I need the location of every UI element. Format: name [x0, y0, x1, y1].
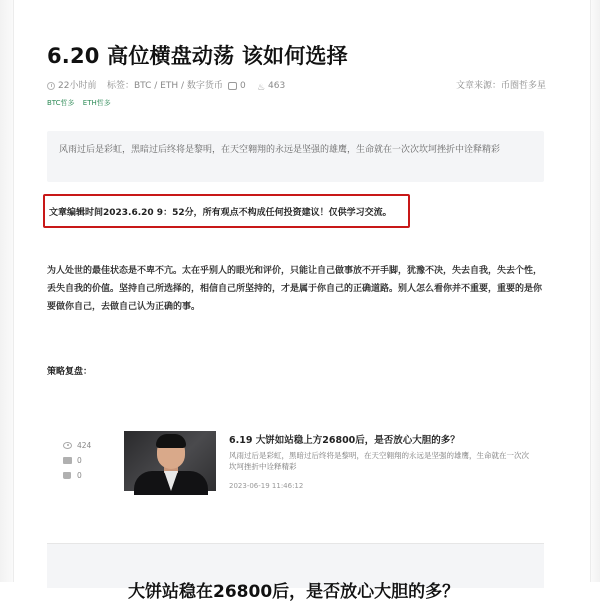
related-likes[interactable] [63, 470, 103, 485]
tag-link-btc[interactable]: BTC哲多 [47, 99, 75, 107]
article-summary-quote: 风雨过后是彩虹，黑暗过后终将是黎明，在天空翱翔的永远是坚强的雄鹰，生命就在一次次坎坷挫折中诠释精彩 [47, 131, 544, 182]
page-right-edge [590, 0, 600, 582]
article-paragraph: 为人处世的最佳状态是不卑不亢。太在乎别人的眼光和评价，只能让自己做事放不开手脚，犹豫不决，失去自我，失去个性，丢失自我的价值。坚持自己所选择的，相信自己所坚持的，才是属于你自己的正确道路。别人怎么看你并不重要，重要的是你要做你自己，去做自己认为正确的事。 [47, 266, 543, 312]
comment-icon[interactable] [228, 82, 237, 90]
article-source: 文章来源：币圈哲多星 [456, 81, 547, 91]
related-views [63, 440, 103, 455]
article-title: 6.20 高位横盘动荡 该如何选择 [47, 44, 348, 68]
edit-notice: 文章编辑时间2023.6.20 9：52分，所有观点不构成任何投资建议！仅供学习交流。 [49, 208, 392, 218]
clock-icon [47, 82, 55, 90]
related-likes-count: 0 [77, 471, 82, 480]
related-comments[interactable] [63, 455, 103, 470]
thumbs-up-icon [63, 472, 71, 479]
related-article-title[interactable]: 6.19 大饼如站稳上方26800后，是否放心大胆的多？ [229, 435, 460, 446]
related-comments-count: 0 [77, 456, 82, 465]
tag-links [47, 98, 117, 108]
view-count: 463 [268, 81, 286, 91]
related-article-thumbnail[interactable] [124, 431, 216, 491]
comment-bubble-icon [63, 457, 72, 464]
page-left-edge [0, 0, 14, 582]
next-article-heading[interactable]: 大饼站稳在26800后，是否放心大胆的多？ [128, 582, 460, 602]
publish-time: 22小时前 [58, 81, 97, 91]
section-title: 策略复盘： [47, 367, 93, 377]
article-meta [47, 79, 547, 93]
related-stats [63, 440, 103, 485]
eye-icon [63, 442, 72, 449]
tags-label[interactable]: 标签：BTC / ETH / 数字货币 [107, 81, 223, 91]
related-views-count: 424 [77, 441, 92, 450]
related-article-time: 2023-06-19 11:46:12 [229, 482, 304, 490]
tag-link-eth[interactable]: ETH哲多 [82, 99, 111, 107]
comment-count: 0 [240, 81, 246, 91]
fire-icon: ♨ [257, 83, 266, 93]
related-article-desc: 风雨过后是彩虹，黑暗过后终将是黎明，在天空翱翔的永远是坚强的雄鹰，生命就在一次次坎坷挫折中诠释精彩 [229, 451, 529, 471]
